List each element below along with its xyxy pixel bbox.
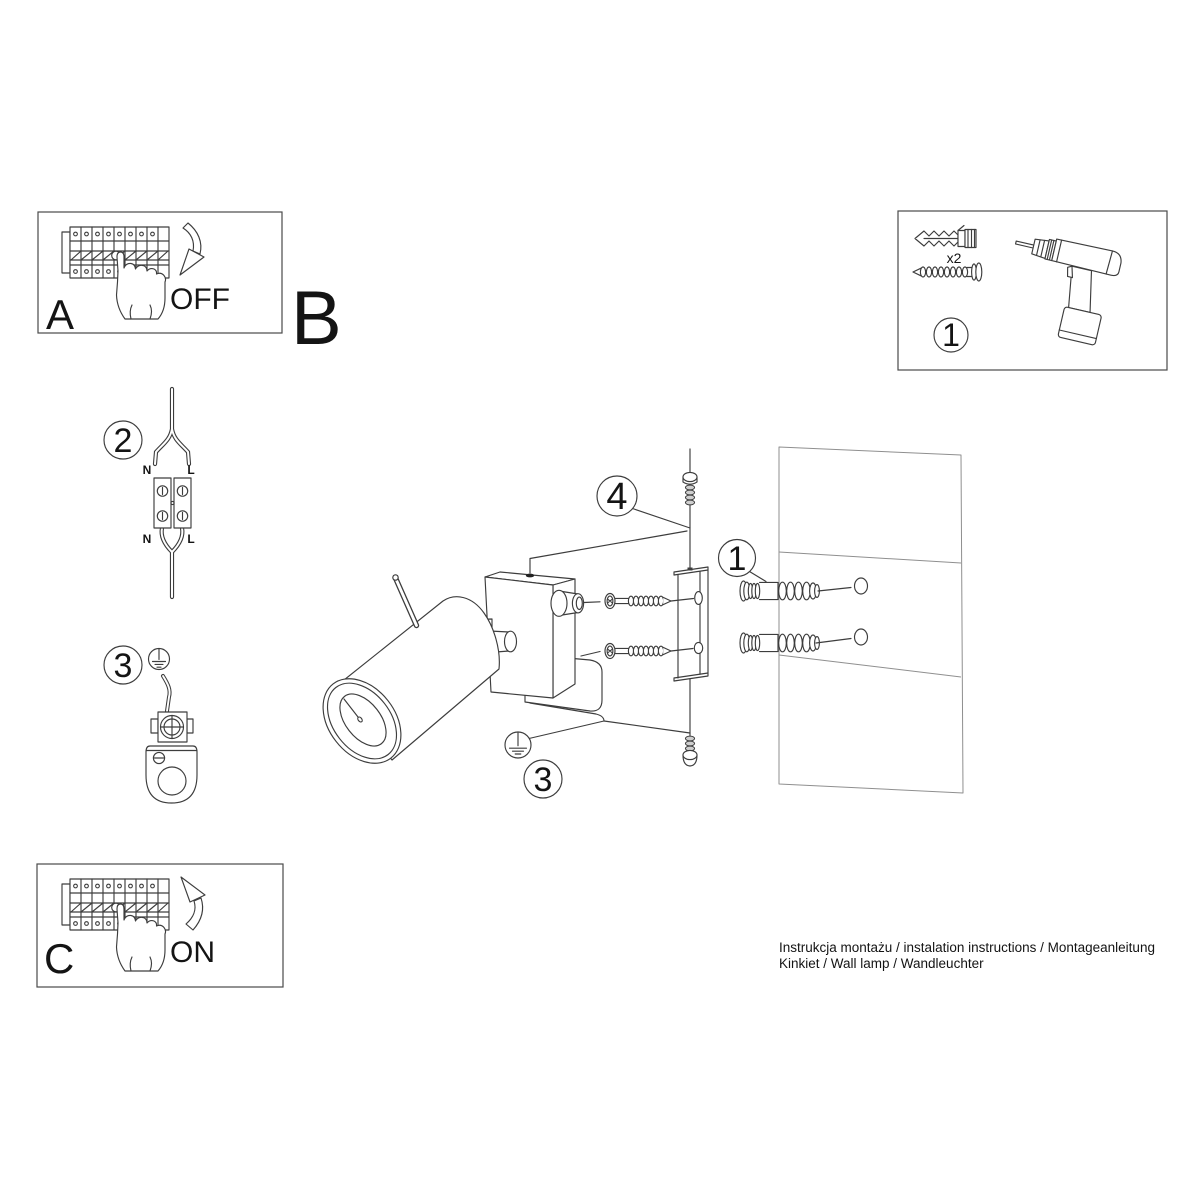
arrow-down-icon: [180, 223, 204, 275]
callout-1-leader: [750, 572, 767, 582]
footer-line-1: Instrukcja montażu / instalation instructions / Montageanleitung: [779, 940, 1155, 955]
ground-terminal-figure: [146, 676, 197, 803]
lamp-knob: [551, 590, 584, 616]
wall-figure: [779, 447, 963, 793]
plug-leader-lines: [816, 588, 851, 644]
machine-screw-top: [683, 472, 697, 505]
wall-hole-bottom: [855, 629, 868, 645]
lamp-rod: [393, 575, 417, 626]
terminal-connector-figure: [154, 389, 191, 597]
step-a-label: A: [46, 291, 75, 338]
mounting-screw-top: [605, 594, 671, 609]
plate-hole-leader: [530, 531, 687, 573]
wall-plug-figure: [915, 226, 976, 248]
ground-leader: [529, 721, 690, 739]
svg-text:1: 1: [727, 540, 747, 578]
wire-label-l-bottom: L: [187, 532, 195, 546]
mounting-screw-bottom: [605, 644, 671, 659]
callout-3-left: [104, 646, 142, 685]
callout-1-tools: [934, 317, 968, 353]
wire-label-l-top: L: [187, 463, 195, 477]
svg-text:4: 4: [606, 476, 628, 518]
svg-text:2: 2: [113, 422, 133, 460]
callout-3-main: [524, 760, 562, 799]
drill-icon: [997, 229, 1123, 347]
footer-line-2: Kinkiet / Wall lamp / Wandleuchter: [779, 956, 984, 971]
plate-screw-hole: [526, 574, 534, 578]
svg-text:3: 3: [533, 761, 553, 799]
step-b-label: B: [291, 276, 342, 361]
wall-plug-top: [740, 581, 819, 601]
svg-text:3: 3: [113, 647, 133, 685]
mounting-bracket-figure: [674, 567, 708, 681]
wire-label-n-top: N: [142, 463, 152, 477]
ground-symbol-icon-left: [149, 649, 170, 670]
step-c-label: C: [44, 935, 75, 982]
wall-hole-top: [855, 578, 868, 594]
arrow-up-icon: [181, 877, 205, 930]
machine-screw-bottom: [683, 736, 697, 766]
off-label: OFF: [170, 283, 230, 316]
callout-4: [597, 476, 637, 518]
wire-label-n-bottom: N: [142, 532, 152, 546]
wall-plug-bottom: [740, 633, 819, 653]
callout-2: [104, 421, 142, 460]
lamp-head-figure: [307, 597, 499, 779]
on-label: ON: [170, 936, 215, 969]
ground-symbol-icon-main: [505, 732, 531, 758]
svg-text:1: 1: [942, 317, 960, 353]
callout-4-leader: [633, 509, 691, 529]
quantity-label: x2: [946, 250, 962, 266]
